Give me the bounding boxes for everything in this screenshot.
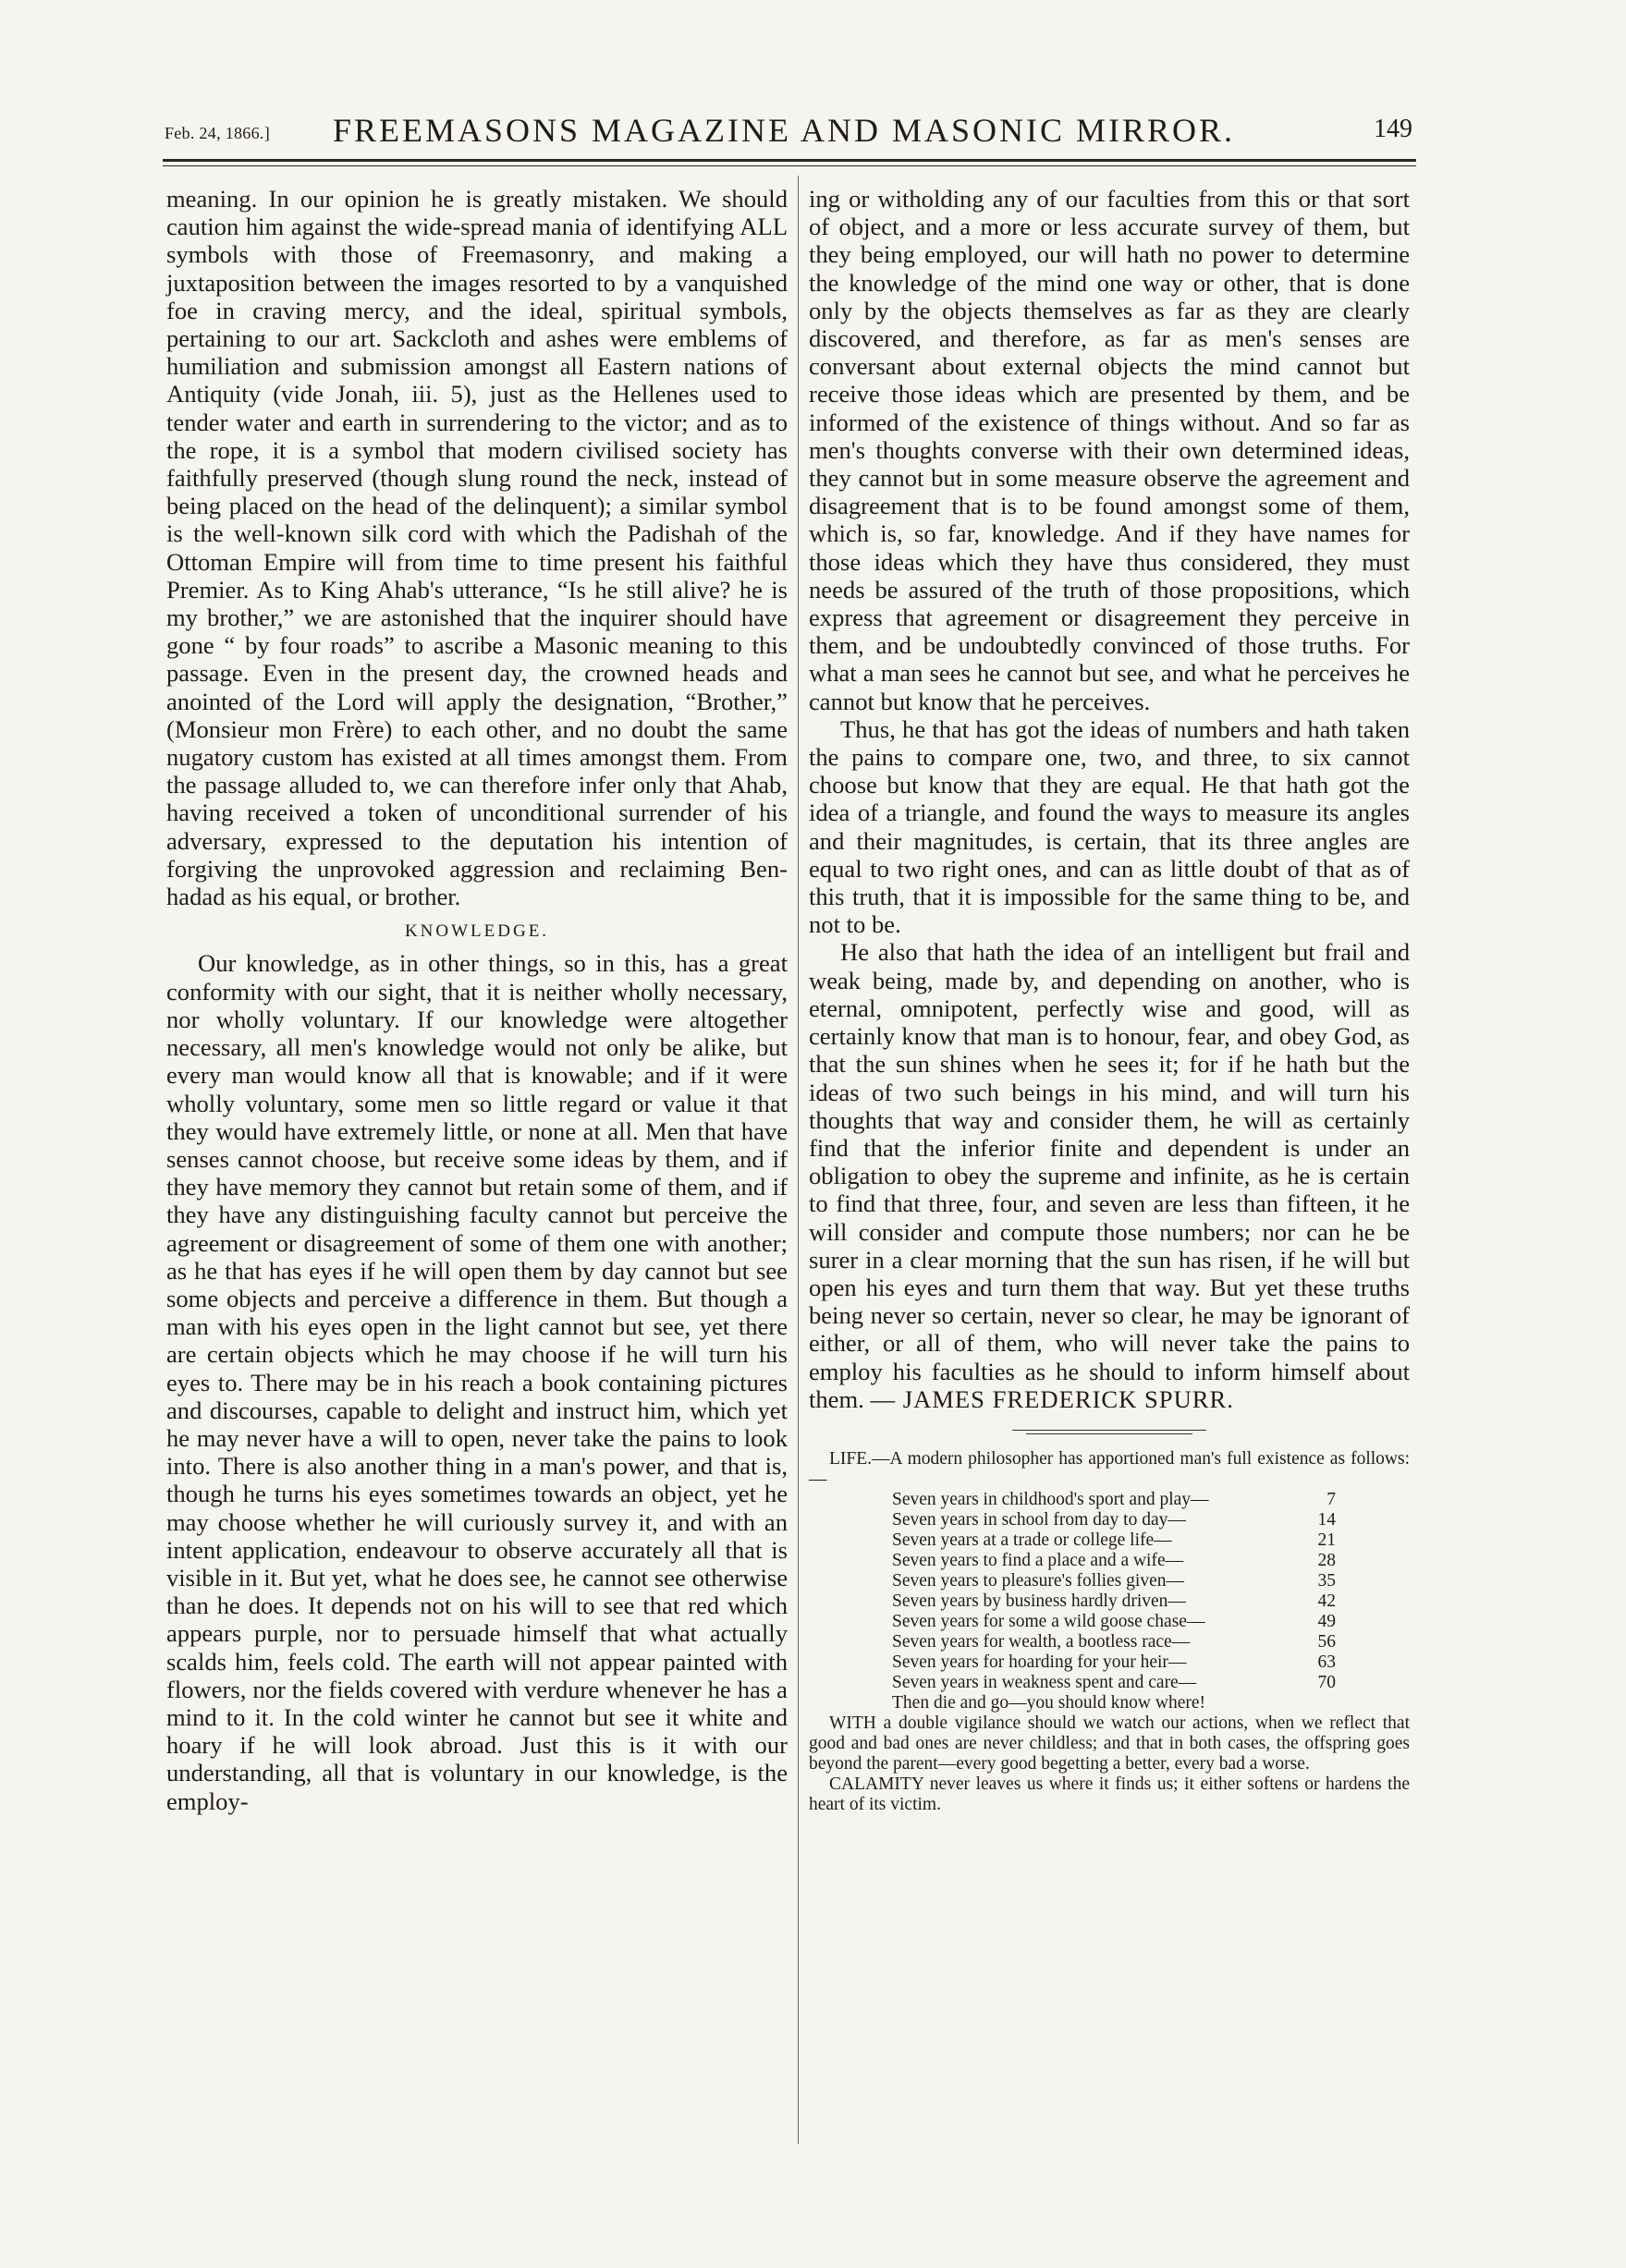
poem-line (892, 1571, 1336, 1591)
section-heading-knowledge: KNOWLEDGE. (404, 921, 550, 942)
header-rule-thick (163, 159, 1416, 162)
poem-line-number: 56 (1317, 1631, 1336, 1652)
poem-line-text: Seven years at a trade or college life— (892, 1530, 1172, 1550)
issue-date: Feb. 24, 1866.] (165, 124, 270, 142)
poem-line-text: Seven years in childhood's sport and play— (892, 1489, 1209, 1509)
poem-line (892, 1551, 1336, 1571)
author-signature: — JAMES FREDERICK SPURR. (870, 1384, 1234, 1413)
poem-line-number: 42 (1317, 1591, 1336, 1611)
poem-line-number: 70 (1317, 1672, 1336, 1692)
poem-line (892, 1530, 1336, 1551)
poem-last-line: Then die and go—you should know where! (892, 1692, 1206, 1713)
poem-line-text: Seven years for hoarding for your heir— (892, 1652, 1187, 1672)
running-head (165, 104, 1412, 155)
publication-title: FREEMASONS MAGAZINE AND MASONIC MIRROR. (332, 112, 1236, 149)
poem-line-text: Seven years by business hardly driven— (892, 1591, 1186, 1611)
poem-line-text: Seven years for wealth, a bootless race— (892, 1631, 1191, 1652)
poem-line-text: Seven years in weakness spent and care— (892, 1672, 1197, 1692)
poem-line-number: 7 (1326, 1489, 1336, 1509)
right-column (809, 185, 1410, 1815)
poem-line-number: 14 (1317, 1509, 1336, 1530)
poem-line (892, 1490, 1336, 1510)
with-note: WITH a double vigilance should we watch our actions, when we reflect that good and bad ones are never childless; and that in both cases, the offspring goes beyond the parent—every good begetting a better, every bad a worse. (809, 1713, 1410, 1774)
page-number: 149 (1374, 115, 1412, 143)
knowledge-paragraph-3-text: He also that hath the idea of an intelligent but frail and weak being, made by, and depending on another, who is eternal, omnipotent, perfectly wise and good, will as certainly know that man is to honour, fear, and obey God, as that the sun shines when he sees it; for if he hath but the ideas of two such beings in his mind, and will turn his thoughts that way and consider them, he will as certainly find that the inferior finite and dependent is under an obligation to obey the supreme and infinite, as he is certain to find that three, four, and seven are less than fifteen, it he will consider and compute those numbers; nor can he be surer in a clear morning that the sun has risen, if he will but open his eyes and turn them that way. But yet these truths being never so certain, never so clear, he may be ignorant of either, or all of them, who will never take the pains to employ his faculties as he should to inform himself about them. (809, 938, 1410, 1413)
section-separator (809, 1430, 1410, 1434)
knowledge-paragraph-2: Thus, he that has got the ideas of numbers and hath taken the pains to compare one, two, and three, to six cannot choose but know that they are equal. He that hath got the idea of a triangle, and found the ways to measure its angles and their magnitudes, is certain, that its three angles are equal to two right ones, and can as little doubt of that as of this truth, that it is impossible for the same thing to be, and not to be. (809, 714, 1410, 939)
poem-line-number: 28 (1317, 1550, 1336, 1570)
poem-line (892, 1652, 1336, 1673)
column-divider (798, 176, 799, 2144)
left-column (166, 185, 788, 1815)
poem-line-number: 63 (1317, 1652, 1336, 1672)
poem-line (892, 1510, 1336, 1530)
knowledge-paragraph-1: Our knowledge, as in other things, so in this, has a great conformity with our sight, that it is neither wholly necessary, nor wholly voluntary. If our knowledge were altogether necessary, all men's knowledge would not only be alike, but every man would know all that is knowable; and if it were wholly voluntary, some men so little regard or value it that they would have extremely little, or none at all. Men that have senses cannot choose, but receive some ideas by them, and if they have memory they cannot but retain some of them, and if they have any distinguishing faculty cannot but perceive the agreement or disagreement of some of them one with another; as he that has eyes if he will open them by day cannot but see some objects and perceive a difference in them. But though a man with his eyes open in the light cannot but see, yet there are certain objects which he may choose if he will turn his eyes to. There may be in his reach a book containing pictures and discourses, capable to delight and instruct him, which yet he may never have a will to open, never take the pains to look into. There is also another thing in a man's power, and that is, though he turns his eyes sometimes towards an object, yet he may choose whether he will curiously survey it, and with an intent application, endeavour to observe accurately all that is visible in it. But yet, what he does see, he cannot see otherwise than he does. It depends not on his will to see that red which appears purple, nor to persuade himself that what actually scalds him, feels cold. The earth will not appear painted with flowers, nor the fields covered with verdure whenever he has a mind to it. In the cold winter he cannot but see it white and hoary if he will look abroad. Just this is it with our understanding, all that is voluntary in our knowledge, is the employ- (166, 949, 788, 1815)
poem-line (892, 1612, 1336, 1632)
life-intro: LIFE.—A modern philosopher has apportioned man's full existence as follows:— (809, 1448, 1410, 1489)
article-continuation: meaning. In our opinion he is greatly mistaken. We should caution him against the wide-spread mania of identifying ALL symbols with those of Freemasonry, and making a juxtaposition between the images resorted to by a vanquished foe in craving mercy, and the ideal, spiritual symbols, pertaining to our art. Sackcloth and ashes were emblems of humiliation and submission amongst all Eastern nations of Antiquity (vide Jonah, iii. 5), just as the Hellenes used to tender water and earth in surrendering to the victor; and as to the rope, it is a symbol that modern civilised society has faithfully preserved (though slung round the neck, instead of being placed on the head of the delinquent); a similar symbol is the well-known silk cord with which the Padishah of the Ottoman Empire will from time to time present his faithful Premier. As to King Ahab's utterance, “Is he still alive? he is my brother,” we are astonished that the inquirer should have gone “ by four roads” to ascribe a Masonic meaning to this passage. Even in the present day, the crowned heads and anointed of the Lord will apply the designation, “Brother,” (Monsieur mon Frère) to each other, and no doubt the same nugatory custom has existed at all times amongst them. From the passage alluded to, we can therefore infer only that Ahab, having received a token of unconditional surrender of his adversary, expressed to the deputation his intention of forgiving the unprovoked aggression and reclaiming Ben-hadad as his equal, or brother. (166, 185, 788, 911)
poem-line-number: 49 (1317, 1611, 1336, 1631)
poem-line (892, 1632, 1336, 1652)
poem-line-number: 21 (1317, 1530, 1336, 1550)
poem-line-number: 35 (1317, 1570, 1336, 1591)
header-rule-thin (163, 165, 1416, 166)
poem-line-text: Seven years in school from day to day— (892, 1509, 1186, 1530)
calamity-note: CALAMITY never leaves us where it finds us; it either softens or hardens the heart of its victim. (809, 1774, 1410, 1814)
poem-line-text: Seven years for some a wild goose chase— (892, 1611, 1205, 1631)
life-poem (892, 1490, 1410, 1693)
poem-line-text: Seven years to pleasure's follies given— (892, 1570, 1184, 1591)
poem-line (892, 1673, 1336, 1693)
notes-block (809, 1449, 1410, 1815)
poem-line-text: Seven years to find a place and a wife— (892, 1550, 1184, 1570)
poem-line (892, 1591, 1336, 1612)
knowledge-paragraph-3 (809, 938, 1410, 1412)
knowledge-paragraph-continued: ing or witholding any of our faculties from this or that sort of object, and a more or less accurate survey of them, but they being employed, our will hath no power to determine the knowledge of the mind one way or other, that is done only by the objects themselves as far as they are clearly discovered, and therefore, as far as men's senses are conversant about external objects the mind cannot but receive those ideas which are presented by them, and be informed of the existence of things without. And so far as men's thoughts converse with their own determined ideas, they cannot but in some measure observe the agreement and disagreement that is to be found amongst some of them, which is, so far, knowledge. And if they have names for those ideas which they have thus considered, they must needs be assured of the truth of those propositions, which express that agreement or disagreement they perceive in them, and be undoubtedly convinced of those truths. For what a man sees he cannot but see, and what he perceives he cannot but know that he perceives. (809, 185, 1410, 715)
